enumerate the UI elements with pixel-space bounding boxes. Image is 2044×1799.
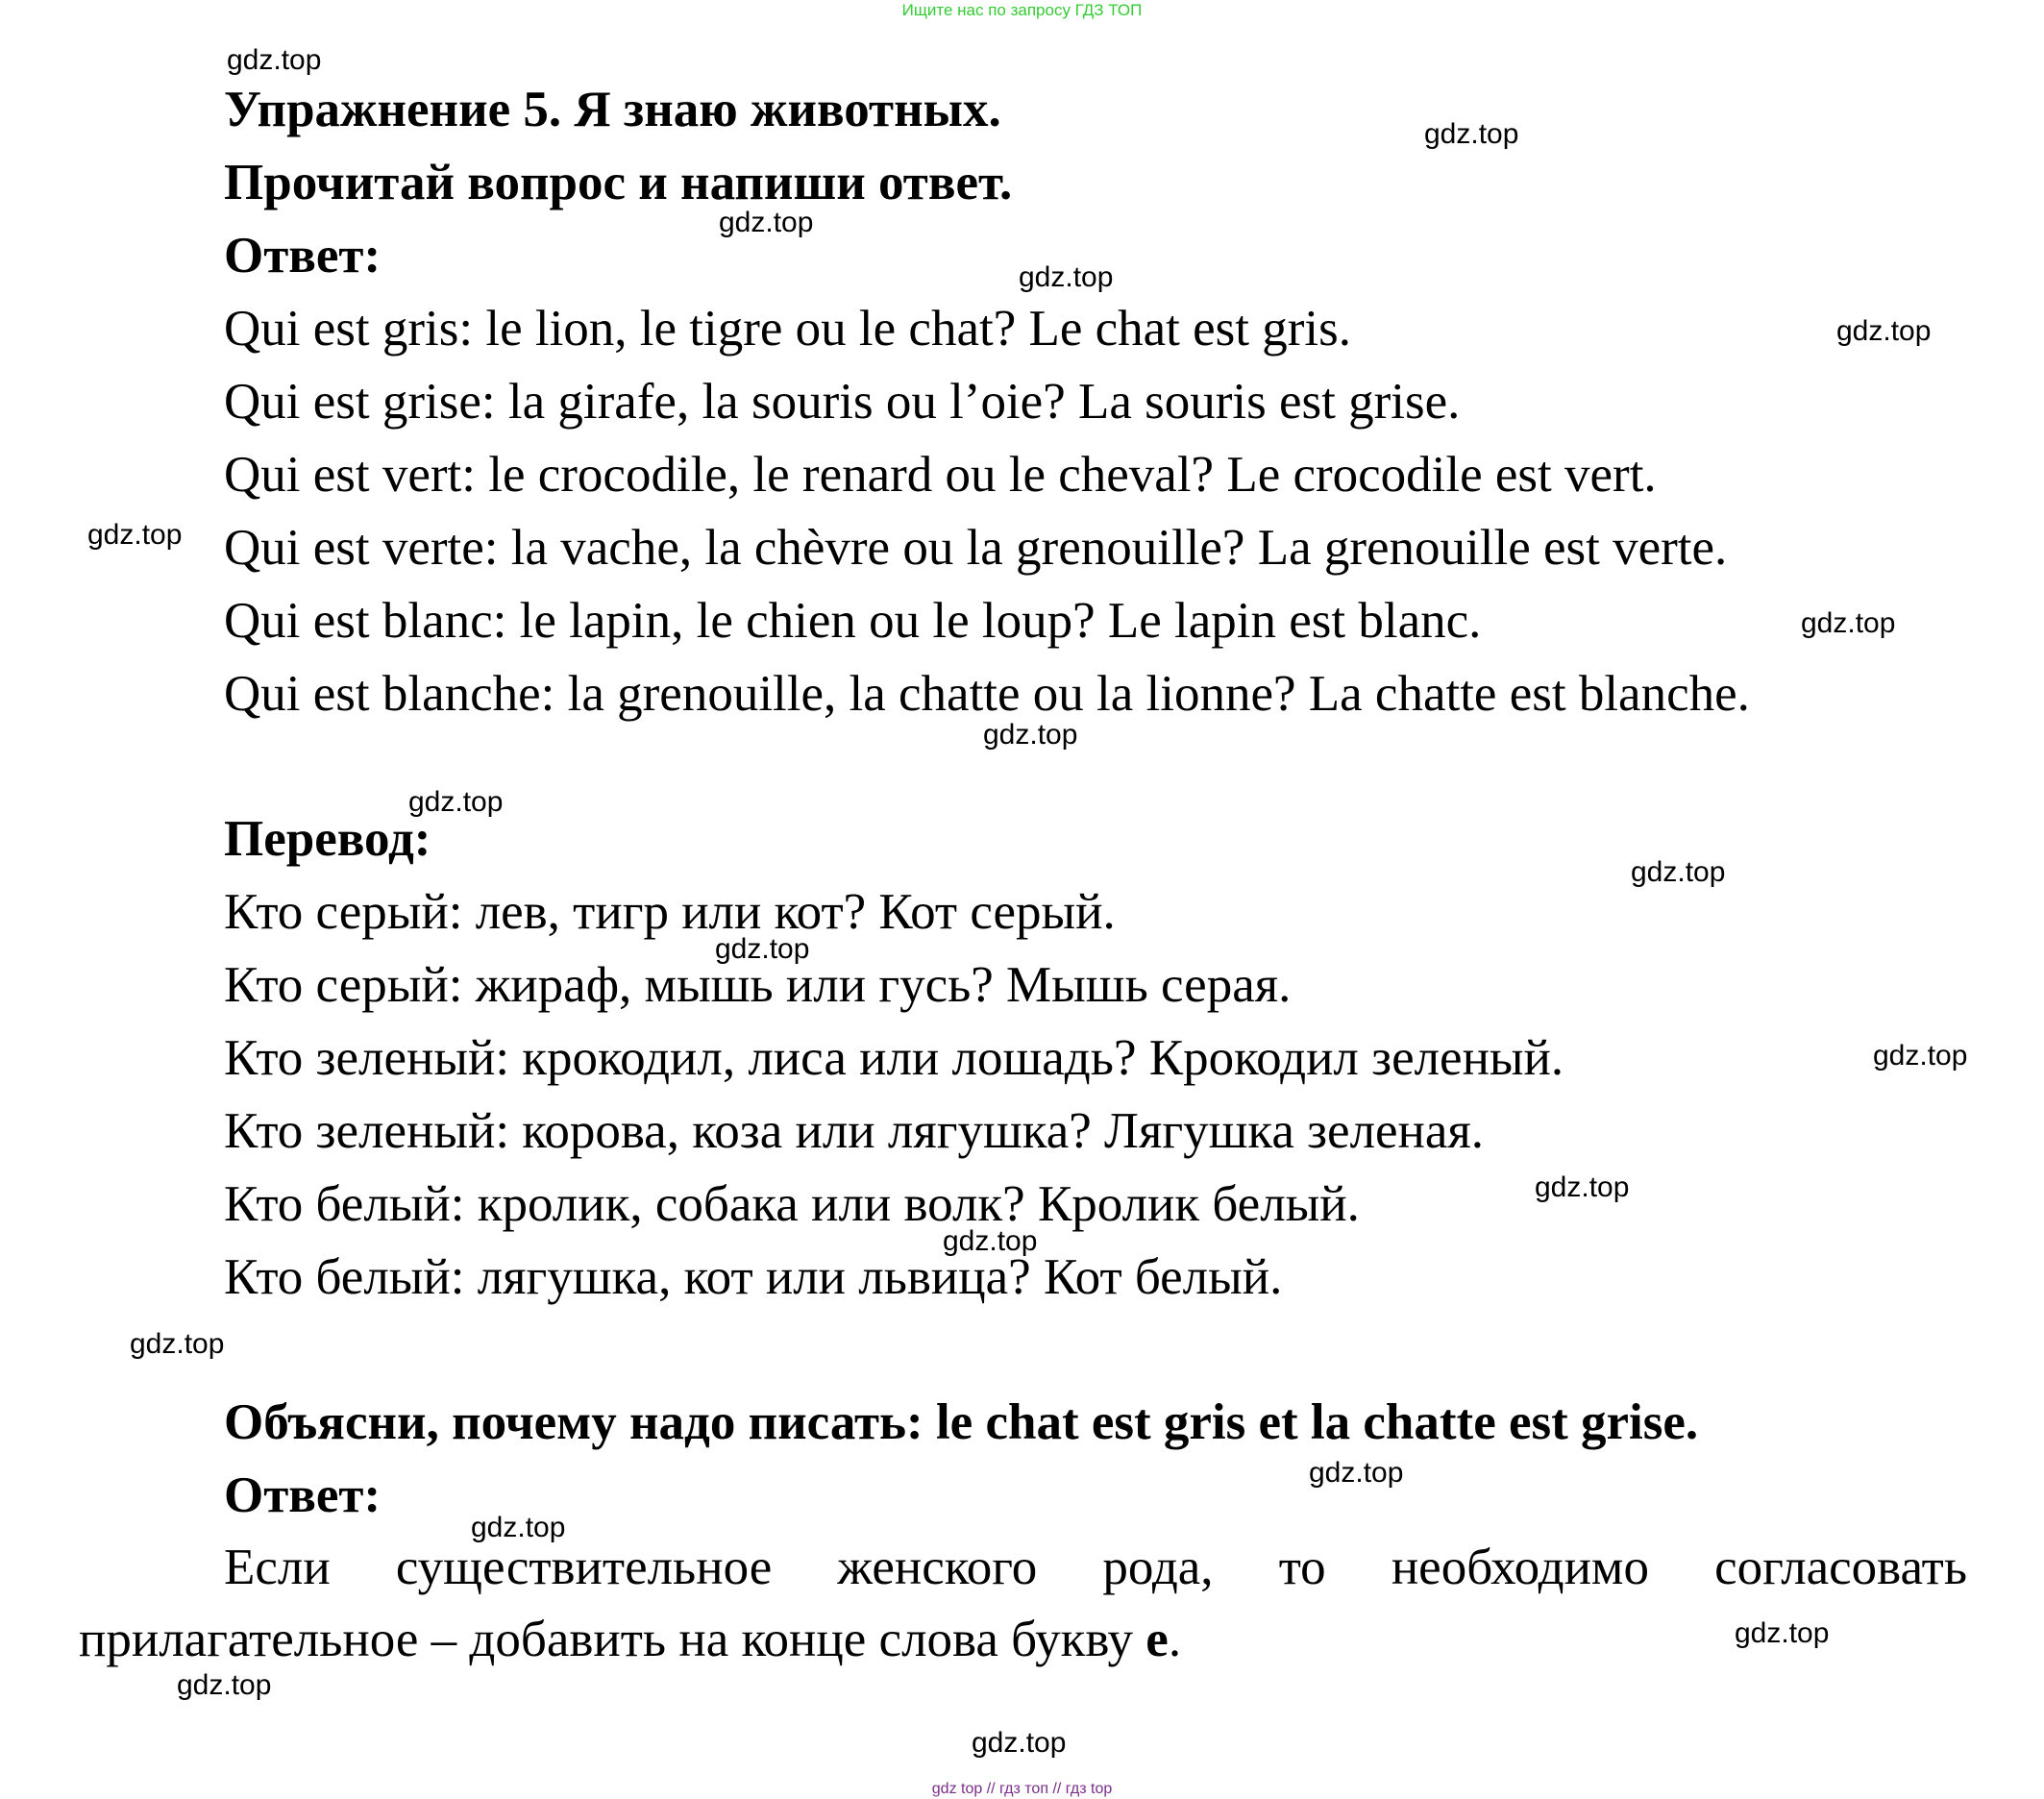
watermark: gdz.top	[87, 519, 183, 551]
explanation-end: .	[1168, 1612, 1182, 1667]
translation-line: Кто белый: кролик, собака или волк? Кролик белый.	[224, 1176, 1360, 1232]
answer-line: Qui est grise: la girafe, la souris ou l’oie? La souris est grise.	[224, 374, 1461, 430]
watermark: gdz.top	[972, 1727, 1067, 1759]
watermark: gdz.top	[1735, 1617, 1830, 1649]
watermark: gdz.top	[1873, 1040, 1968, 1072]
answer-line: Qui est gris: le lion, le tigre ou le chat? Le chat est gris.	[224, 301, 1352, 357]
watermark: gdz.top	[408, 786, 504, 818]
answer-line: Qui est blanche: la grenouille, la chatte ou la lionne? La chatte est blanche.	[224, 666, 1750, 722]
watermark: gdz.top	[715, 933, 810, 965]
translation-line: Кто зеленый: корова, коза или лягушка? Лягушка зеленая.	[224, 1103, 1485, 1159]
translation-line: Кто белый: лягушка, кот или львица? Кот белый.	[224, 1249, 1283, 1305]
watermark: gdz.top	[943, 1225, 1038, 1257]
answer-label: Ответ:	[224, 228, 382, 283]
watermark: gdz.top	[1535, 1171, 1630, 1203]
top-banner-link[interactable]: Ищите нас по запросу ГДЗ ТОП	[901, 1, 1143, 19]
explanation-text: Если существительное женского рода, то необходимо согласовать прилагательное – добавить на конце слова букву	[79, 1540, 1967, 1667]
watermark: gdz.top	[983, 719, 1078, 751]
answer-line: Qui est vert: le crocodile, le renard ou le cheval? Le crocodile est vert.	[224, 447, 1657, 503]
watermark: gdz.top	[227, 44, 322, 76]
translation-label: Перевод:	[224, 811, 431, 867]
exercise-instruction: Прочитай вопрос и напиши ответ.	[224, 155, 1013, 210]
exercise-title: Упражнение 5. Я знаю животных.	[224, 82, 1001, 137]
watermark: gdz.top	[1801, 607, 1896, 639]
answer2-label: Ответ:	[224, 1467, 382, 1523]
answer-line: Qui est verte: la vache, la chèvre ou la grenouille? La grenouille est verte.	[224, 520, 1728, 576]
watermark: gdz.top	[719, 207, 814, 238]
question-explain: Объясни, почему надо писать: le chat est gris et la chatte est grise.	[224, 1394, 1699, 1450]
explanation-paragraph	[79, 1532, 1967, 1676]
watermark: gdz.top	[1631, 856, 1726, 888]
translation-line: Кто серый: лев, тигр или кот? Кот серый.	[224, 884, 1116, 940]
watermark: gdz.top	[471, 1512, 566, 1543]
translation-line: Кто серый: жираф, мышь или гусь? Мышь серая.	[224, 957, 1292, 1013]
answer-line: Qui est blanc: le lapin, le chien ou le loup? Le lapin est blanc.	[224, 593, 1482, 649]
explanation-letter: е	[1145, 1612, 1169, 1667]
watermark: gdz.top	[1019, 261, 1114, 293]
watermark: gdz.top	[1309, 1457, 1404, 1489]
watermark: gdz.top	[177, 1669, 272, 1701]
watermark: gdz.top	[130, 1328, 225, 1360]
translation-line: Кто зеленый: крокодил, лиса или лошадь? Крокодил зеленый.	[224, 1030, 1564, 1086]
watermark: gdz.top	[1424, 118, 1519, 150]
watermark: gdz.top	[1836, 315, 1932, 347]
bottom-banner-link[interactable]: gdz top // гдз топ // гдз top	[931, 1781, 1113, 1797]
